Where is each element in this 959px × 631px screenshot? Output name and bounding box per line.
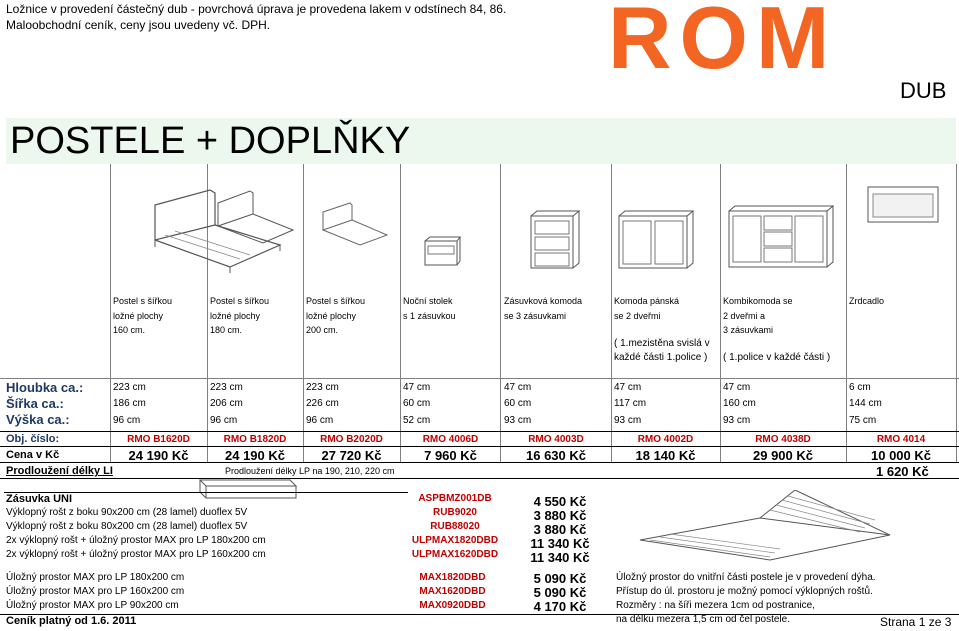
section-title: POSTELE + DOPLŇKY <box>10 120 411 162</box>
storage-code: MAX0920DBD <box>419 600 486 611</box>
storage-price: 4 170 Kč <box>533 599 587 614</box>
storage-price: 5 090 Kč <box>533 571 587 586</box>
product-code: RMO B2020D <box>320 434 383 445</box>
product-code: RMO 4006D <box>422 434 479 445</box>
product-vyska: 96 cm <box>113 415 141 426</box>
product-vyska: 52 cm <box>403 415 431 426</box>
product-sirka: 60 cm <box>504 398 532 409</box>
product-desc-d1: Komoda pánská <box>614 296 680 306</box>
label-code: Obj. číslo: <box>6 433 60 445</box>
storage-name: Úložný prostor MAX pro LP 180x200 cm <box>6 572 185 583</box>
accessory-price: 3 880 Kč <box>533 508 587 523</box>
product-desc-d3: 180 cm. <box>210 325 243 335</box>
night-stand-image <box>422 236 462 271</box>
label-hloubka: Hloubka ca.: <box>6 380 84 395</box>
slatted-base-image <box>620 490 920 570</box>
label-sirka: Šířka ca.: <box>6 396 64 411</box>
accessory-name: 2x výklopný rošt + úložný prostor MAX pro LP 160x200 cm <box>6 549 266 560</box>
product-sirka: 60 cm <box>403 398 431 409</box>
storage-code: MAX1620DBD <box>419 586 486 597</box>
product-price: 24 190 Kč <box>128 448 189 463</box>
accessory-price: 11 340 Kč <box>530 536 590 551</box>
combi-commode-image <box>726 205 836 271</box>
accessory-code: RUB88020 <box>430 521 480 532</box>
product-hloubka: 47 cm <box>504 382 532 393</box>
accessory-name: Výklopný rošt z boku 80x200 cm (28 lamel) duoflex 5V <box>6 521 248 532</box>
accessory-code: ASPBMZ001DB <box>418 493 492 504</box>
label-price: Cena v Kč <box>6 449 60 461</box>
product-sirka: 144 cm <box>849 398 882 409</box>
product-vyska: 96 cm <box>306 415 334 426</box>
product-code: RMO B1620D <box>127 434 190 445</box>
product-price: 16 630 Kč <box>526 448 586 463</box>
product-code: RMO 4014 <box>876 434 926 445</box>
product-vyska: 93 cm <box>504 415 532 426</box>
product-hloubka: 223 cm <box>210 382 243 393</box>
product-desc-d1: Kombikomoda se <box>723 296 793 306</box>
storage-price: 5 090 Kč <box>533 585 587 600</box>
drawer-chest-image <box>528 210 582 272</box>
product-price: 10 000 Kč <box>871 448 931 463</box>
extension-note: Prodloužení délky LP na 190, 210, 220 cm <box>225 466 395 476</box>
product-price: 18 140 Kč <box>635 448 696 463</box>
product-desc-d1: Postel s šířkou <box>210 296 270 306</box>
product-code: RMO 4002D <box>637 434 694 445</box>
product-desc-d5: každé části 1.police ) <box>614 352 708 363</box>
product-vyska: 93 cm <box>614 415 642 426</box>
product-desc-d2: ložné plochy <box>210 311 261 321</box>
header-line-1: Ložnice v provedení částečný dub - povrchová úprava je provedena lakem v odstínech 84, 86. <box>6 2 507 16</box>
product-desc-d2: s 1 zásuvkou <box>403 311 456 321</box>
storage-note: na délku mezera 1,5 cm od čel postele. <box>616 614 790 625</box>
product-desc-d2: se 3 zásuvkami <box>504 311 567 321</box>
accessory-code: ULPMAX1820DBD <box>411 535 499 546</box>
product-sirka: 226 cm <box>306 398 339 409</box>
finish-label: DUB <box>900 78 947 103</box>
accessory-code: RUB9020 <box>433 507 477 518</box>
storage-note: Rozměry : na šíři mezera 1cm od postranice, <box>616 600 815 611</box>
product-code: RMO B1820D <box>223 434 287 445</box>
accessory-name: Výklopný rošt z boku 90x200 cm (28 lamel) duoflex 5V <box>6 507 248 518</box>
product-desc-d1: Zásuvková komoda <box>504 296 583 306</box>
storage-name: Úložný prostor MAX pro LP 160x200 cm <box>6 586 185 597</box>
accessory-code: ULPMAX1620DBD <box>411 549 499 560</box>
product-price: 24 190 Kč <box>225 448 285 463</box>
product-desc-d5: ( 1.police v každé části ) <box>723 352 831 363</box>
product-vyska: 93 cm <box>723 415 751 426</box>
product-price: 7 960 Kč <box>424 448 477 463</box>
valid-date: Ceník platný od 1.6. 2011 <box>6 615 137 627</box>
product-sirka: 117 cm <box>614 398 647 409</box>
product-vyska: 75 cm <box>849 415 877 426</box>
product-price: 29 900 Kč <box>753 448 813 463</box>
product-desc-d2: se 2 dveřmi <box>614 311 661 321</box>
product-hloubka: 47 cm <box>403 382 431 393</box>
product-desc-d2: ložné plochy <box>306 311 357 321</box>
accessory-name: Zásuvka UNI <box>6 493 73 505</box>
storage-code: MAX1820DBD <box>419 572 486 583</box>
bed-180-image <box>215 188 295 248</box>
accessory-name: 2x výklopný rošt + úložný prostor MAX pro LP 180x200 cm <box>6 535 266 546</box>
page-number: Strana 1 ze 3 <box>880 615 952 629</box>
product-desc-d4: ( 1.mezistěna svislá v <box>614 338 710 349</box>
product-hloubka: 47 cm <box>723 382 751 393</box>
label-extension: Prodloužení délky LI <box>6 465 113 477</box>
product-desc-d1: Zrdcadlo <box>849 296 885 306</box>
product-desc-d2: ložné plochy <box>113 311 164 321</box>
accessory-price: 11 340 Kč <box>530 550 590 565</box>
product-sirka: 186 cm <box>113 398 146 409</box>
product-sirka: 160 cm <box>723 398 756 409</box>
product-vyska: 96 cm <box>210 415 238 426</box>
mirror-image <box>866 185 942 225</box>
product-hloubka: 47 cm <box>614 382 642 393</box>
product-hloubka: 6 cm <box>849 382 871 393</box>
storage-name: Úložný prostor MAX pro LP 90x200 cm <box>6 600 179 611</box>
rom-logo: ROM <box>608 0 838 87</box>
accessory-price: 3 880 Kč <box>533 522 587 537</box>
product-desc-d1: Postel s šířkou <box>113 296 173 306</box>
extension-price: 1 620 Kč <box>876 464 929 479</box>
product-code: RMO 4038D <box>755 434 811 445</box>
storage-note: Přístup do úl. prostoru je možný pomocí výklopných roštů. <box>616 586 873 597</box>
label-vyska: Výška ca.: <box>6 412 70 427</box>
product-desc-d3: 200 cm. <box>306 325 339 335</box>
product-desc-d3: 3 zásuvkami <box>723 325 774 335</box>
commode-image <box>616 210 696 272</box>
bed-200-image <box>320 200 390 250</box>
product-desc-d3: 160 cm. <box>113 325 146 335</box>
accessory-price: 4 550 Kč <box>533 494 587 509</box>
product-hloubka: 223 cm <box>113 382 146 393</box>
product-sirka: 206 cm <box>210 398 243 409</box>
product-desc-d1: Postel s šířkou <box>306 296 366 306</box>
product-hloubka: 223 cm <box>306 382 339 393</box>
product-code: RMO 4003D <box>528 434 584 445</box>
product-desc-d1: Noční stolek <box>403 296 453 306</box>
product-desc-d2: 2 dveřmi a <box>723 311 766 321</box>
product-price: 27 720 Kč <box>321 448 382 463</box>
header-line-2: Maloobchodní ceník, ceny jsou uvedeny vč. DPH. <box>6 18 271 32</box>
storage-note: Úložný prostor do vnitřní části postele je v provedení dýha. <box>616 572 876 583</box>
